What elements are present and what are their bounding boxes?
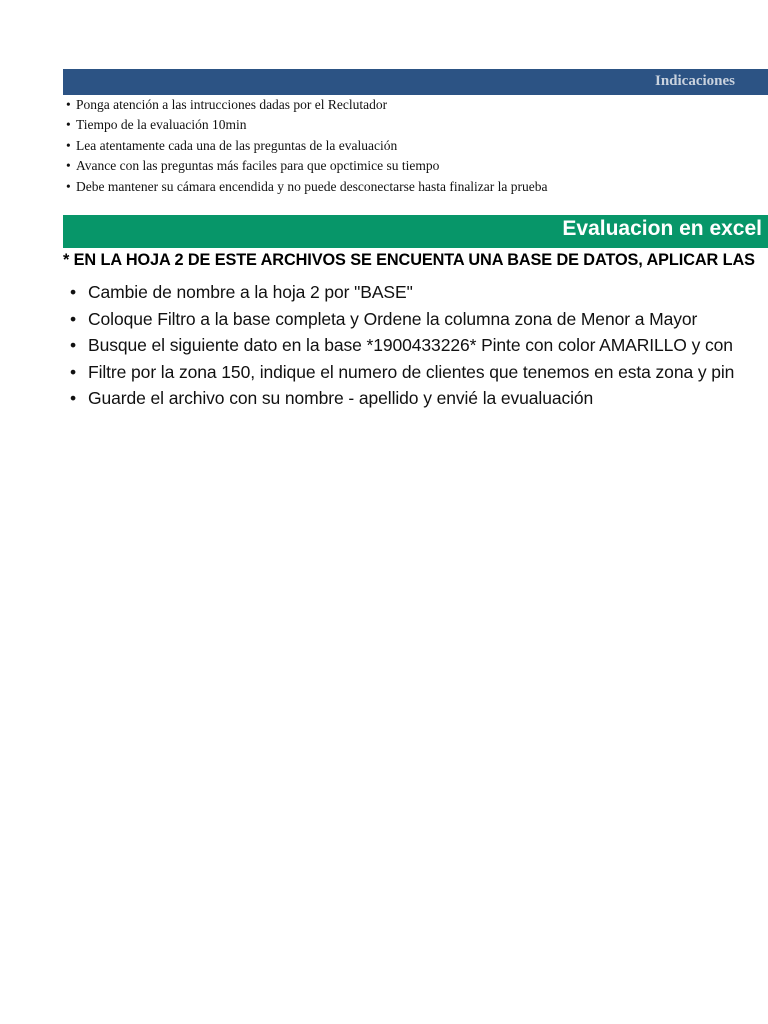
bullet-icon: • — [70, 335, 77, 355]
evaluacion-task-text: Filtre por la zona 150, indique el numero de clientes que tenemos en esta zona y pin — [88, 361, 735, 382]
bullet-icon: • — [66, 137, 71, 153]
list-item — [70, 385, 734, 412]
bullet-icon: • — [66, 97, 71, 112]
evaluacion-task-text: Coloque Filtro a la base completa y Ordene la columna zona de Menor a Mayor — [88, 308, 698, 329]
indicacion-text: Avance con las preguntas más faciles para que opctimice su tiempo — [76, 158, 440, 174]
list-item — [70, 332, 734, 359]
list-item — [66, 136, 548, 156]
list-item — [66, 95, 548, 115]
list-item — [70, 306, 734, 333]
evaluacion-intro: * EN LA HOJA 2 DE ESTE ARCHIVOS SE ENCUENTA UNA BASE DE DATOS, APLICAR LAS — [63, 251, 755, 269]
indicaciones-list — [66, 95, 548, 197]
indicacion-text: Lea atentamente cada una de las preguntas de la evaluación — [76, 137, 398, 153]
evaluacion-list — [70, 279, 734, 412]
list-item — [66, 115, 548, 135]
evaluacion-task-text: Guarde el archivo con su nombre - apellido y envié la evualuación — [88, 388, 594, 408]
bullet-icon: • — [70, 308, 77, 329]
bullet-icon: • — [66, 117, 71, 133]
bullet-icon: • — [70, 388, 77, 408]
evaluacion-task-text: Busque el siguiente dato en la base *1900433226* Pinte con color AMARILLO y con — [88, 335, 733, 355]
indicacion-text: Debe mantener su cámara encendida y no puede desconectarse hasta finalizar la prueba — [76, 178, 548, 194]
indicaciones-header — [63, 69, 768, 95]
indicaciones-title: Indicaciones — [654, 73, 735, 89]
evaluacion-task-text: Cambie de nombre a la hoja 2 por "BASE" — [88, 282, 413, 302]
bullet-icon: • — [70, 282, 77, 302]
bullet-icon: • — [70, 361, 77, 382]
indicacion-text: Ponga atención a las intrucciones dadas por el Reclutador — [76, 97, 388, 112]
bullet-icon: • — [66, 178, 71, 194]
evaluacion-header — [63, 215, 768, 248]
list-item — [70, 359, 734, 386]
bullet-icon: • — [66, 158, 71, 174]
list-item — [66, 177, 548, 197]
evaluacion-title: Evaluacion en excel — [562, 217, 762, 240]
indicacion-text: Tiempo de la evaluación 10min — [76, 117, 247, 133]
list-item — [70, 279, 734, 306]
list-item — [66, 156, 548, 176]
